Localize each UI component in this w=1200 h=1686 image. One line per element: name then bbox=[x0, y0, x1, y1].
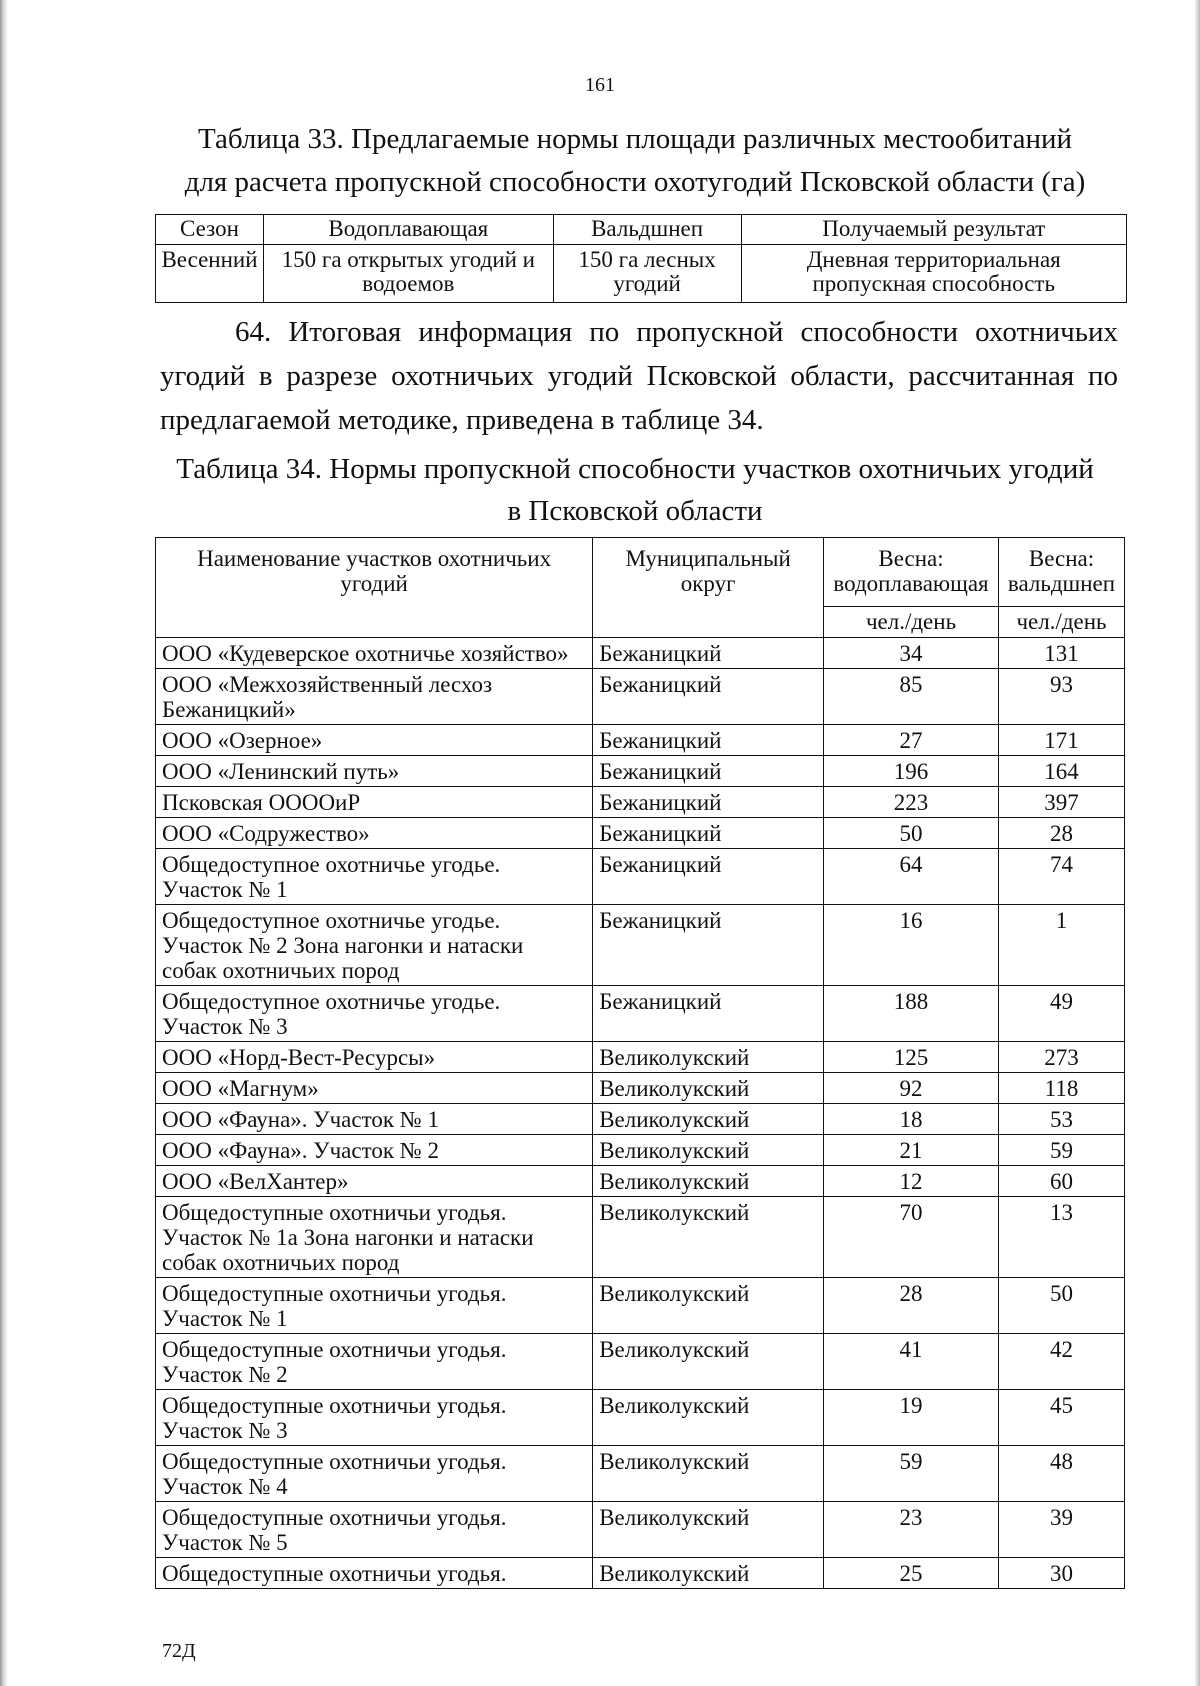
table33-header-season: Сезон bbox=[156, 215, 264, 245]
waterfowl-capacity: 25 bbox=[824, 1558, 999, 1589]
table33-caption bbox=[140, 118, 1130, 204]
waterfowl-capacity: 18 bbox=[824, 1104, 999, 1135]
hunting-area-name bbox=[156, 1166, 593, 1197]
municipal-district: Великолукский bbox=[593, 1073, 824, 1104]
waterfowl-capacity: 16 bbox=[824, 905, 999, 986]
municipal-district: Бежаницкий bbox=[593, 787, 824, 818]
table-row bbox=[156, 1104, 1125, 1135]
hunting-area-name-line: ООО «Фауна». Участок № 2 bbox=[162, 1138, 439, 1163]
table34-caption-line2: в Псковской области bbox=[507, 495, 763, 527]
hunting-area-name-line: Бежаницкий» bbox=[162, 697, 296, 722]
woodcock-capacity: 164 bbox=[999, 756, 1125, 787]
waterfowl-capacity: 50 bbox=[824, 818, 999, 849]
hunting-area-name-line: собак охотничьих пород bbox=[162, 958, 400, 983]
municipal-district: Великолукский bbox=[593, 1166, 824, 1197]
woodcock-capacity: 53 bbox=[999, 1104, 1125, 1135]
table33-caption-line2: для расчета пропускной способности охотугодий Псковской области (га) bbox=[184, 166, 1086, 198]
woodcock-capacity: 39 bbox=[999, 1502, 1125, 1558]
municipal-district: Бежаницкий bbox=[593, 849, 824, 905]
woodcock-capacity: 273 bbox=[999, 1042, 1125, 1073]
table34-header-district-line2: округ bbox=[680, 571, 736, 596]
waterfowl-capacity: 28 bbox=[824, 1278, 999, 1334]
hunting-area-name-line: Псковская ООООиР bbox=[162, 790, 361, 815]
table33-result bbox=[741, 245, 1127, 303]
table-row bbox=[156, 1197, 1125, 1278]
hunting-area-name-line: Участок № 4 bbox=[162, 1474, 288, 1499]
table-row bbox=[156, 1334, 1125, 1390]
hunting-area-name bbox=[156, 1197, 593, 1278]
hunting-area-name bbox=[156, 905, 593, 986]
table34-header-name bbox=[156, 538, 593, 638]
hunting-area-name-line: Общедоступные охотничьи угодья. bbox=[162, 1449, 507, 1474]
table34 bbox=[155, 537, 1125, 1589]
woodcock-capacity: 48 bbox=[999, 1446, 1125, 1502]
hunting-area-name-line: ООО «Магнум» bbox=[162, 1076, 319, 1101]
table34-header-waterfowl-line2: водоплавающая bbox=[833, 571, 989, 596]
table33-row bbox=[156, 245, 1127, 303]
scan-edge-right bbox=[1194, 0, 1200, 1686]
table33-header-result: Получаемый результат bbox=[741, 215, 1127, 245]
waterfowl-capacity: 85 bbox=[824, 669, 999, 725]
table33-woodcock bbox=[553, 245, 741, 303]
waterfowl-capacity: 70 bbox=[824, 1197, 999, 1278]
hunting-area-name-line: Общедоступные охотничьи угодья. bbox=[162, 1281, 507, 1306]
waterfowl-capacity: 125 bbox=[824, 1042, 999, 1073]
hunting-area-name bbox=[156, 1073, 593, 1104]
table-row bbox=[156, 1278, 1125, 1334]
woodcock-capacity: 45 bbox=[999, 1390, 1125, 1446]
municipal-district: Великолукский bbox=[593, 1502, 824, 1558]
table34-header-district bbox=[593, 538, 824, 638]
woodcock-capacity: 50 bbox=[999, 1278, 1125, 1334]
hunting-area-name bbox=[156, 1104, 593, 1135]
woodcock-capacity: 131 bbox=[999, 638, 1125, 669]
hunting-area-name bbox=[156, 669, 593, 725]
waterfowl-capacity: 188 bbox=[824, 986, 999, 1042]
woodcock-capacity: 42 bbox=[999, 1334, 1125, 1390]
waterfowl-capacity: 223 bbox=[824, 787, 999, 818]
scan-edge-left bbox=[0, 0, 8, 1686]
table-row bbox=[156, 669, 1125, 725]
hunting-area-name bbox=[156, 787, 593, 818]
hunting-area-name-line: ООО «ВелХантер» bbox=[162, 1169, 349, 1194]
waterfowl-capacity: 59 bbox=[824, 1446, 999, 1502]
table-row bbox=[156, 787, 1125, 818]
table33-woodcock-line2: угодий bbox=[613, 271, 681, 296]
table-row bbox=[156, 818, 1125, 849]
table34-caption-line1: Таблица 34. Нормы пропускной способности участков охотничьих угодий bbox=[176, 453, 1094, 485]
table33-waterfowl bbox=[263, 245, 553, 303]
woodcock-capacity: 60 bbox=[999, 1166, 1125, 1197]
hunting-area-name bbox=[156, 986, 593, 1042]
hunting-area-name-line: Общедоступное охотничье угодье. bbox=[162, 852, 501, 877]
table33-header-row bbox=[156, 215, 1127, 245]
waterfowl-capacity: 23 bbox=[824, 1502, 999, 1558]
table33-woodcock-line1: 150 га лесных bbox=[578, 247, 716, 272]
hunting-area-name-line: ООО «Фауна». Участок № 1 bbox=[162, 1107, 439, 1132]
hunting-area-name bbox=[156, 849, 593, 905]
table34-header-waterfowl-line1: Весна: bbox=[878, 546, 944, 571]
table33-waterfowl-line1: 150 га открытых угодий и bbox=[281, 247, 535, 272]
hunting-area-name-line: ООО «Содружество» bbox=[162, 821, 370, 846]
woodcock-capacity: 28 bbox=[999, 818, 1125, 849]
footer-code: 72Д bbox=[162, 1640, 196, 1662]
woodcock-capacity: 118 bbox=[999, 1073, 1125, 1104]
table33-waterfowl-line2: водоемов bbox=[362, 271, 455, 296]
municipal-district: Великолукский bbox=[593, 1042, 824, 1073]
woodcock-capacity: 13 bbox=[999, 1197, 1125, 1278]
table33-result-line1: Дневная территориальная bbox=[806, 247, 1061, 272]
table-row bbox=[156, 1446, 1125, 1502]
municipal-district: Великолукский bbox=[593, 1334, 824, 1390]
table33-season: Весенний bbox=[156, 245, 264, 303]
hunting-area-name bbox=[156, 1558, 593, 1589]
hunting-area-name bbox=[156, 1135, 593, 1166]
municipal-district: Великолукский bbox=[593, 1446, 824, 1502]
woodcock-capacity: 1 bbox=[999, 905, 1125, 986]
hunting-area-name-line: Общедоступные охотничьи угодья. bbox=[162, 1200, 507, 1225]
woodcock-capacity: 59 bbox=[999, 1135, 1125, 1166]
table33-result-line2: пропускная способность bbox=[812, 271, 1055, 296]
hunting-area-name-line: Участок № 3 bbox=[162, 1014, 288, 1039]
hunting-area-name-line: собак охотничьих пород bbox=[162, 1250, 400, 1275]
table-row bbox=[156, 1390, 1125, 1446]
table34-header-woodcock-line2: вальдшнеп bbox=[1007, 571, 1116, 596]
table33-caption-line1: Таблица 33. Предлагаемые нормы площади различных местообитаний bbox=[197, 123, 1073, 155]
table34-header-woodcock-line1: Весна: bbox=[1028, 546, 1095, 571]
table-row bbox=[156, 725, 1125, 756]
table34-unit-waterfowl: чел./день bbox=[824, 607, 999, 638]
woodcock-capacity: 171 bbox=[999, 725, 1125, 756]
table34-header-name-line1: Наименование участков охотничьих bbox=[197, 546, 552, 571]
table-row bbox=[156, 1502, 1125, 1558]
table-row bbox=[156, 1042, 1125, 1073]
municipal-district: Великолукский bbox=[593, 1278, 824, 1334]
woodcock-capacity: 93 bbox=[999, 669, 1125, 725]
municipal-district: Бежаницкий bbox=[593, 756, 824, 787]
hunting-area-name-line: Участок № 1а Зона нагонки и натаски bbox=[162, 1225, 534, 1250]
waterfowl-capacity: 27 bbox=[824, 725, 999, 756]
table-row bbox=[156, 905, 1125, 986]
hunting-area-name bbox=[156, 756, 593, 787]
waterfowl-capacity: 34 bbox=[824, 638, 999, 669]
hunting-area-name-line: Участок № 3 bbox=[162, 1418, 288, 1443]
table34-caption bbox=[140, 448, 1130, 532]
municipal-district: Бежаницкий bbox=[593, 638, 824, 669]
waterfowl-capacity: 196 bbox=[824, 756, 999, 787]
hunting-area-name-line: Общедоступные охотничьи угодья. bbox=[162, 1393, 507, 1418]
table33 bbox=[155, 214, 1127, 303]
table33-header-waterfowl: Водоплавающая bbox=[263, 215, 553, 245]
table34-header-district-line1: Муниципальный bbox=[625, 546, 791, 571]
table34-header-woodcock bbox=[999, 538, 1125, 607]
table-row bbox=[156, 1166, 1125, 1197]
hunting-area-name-line: Участок № 1 bbox=[162, 1306, 288, 1331]
waterfowl-capacity: 64 bbox=[824, 849, 999, 905]
municipal-district: Великолукский bbox=[593, 1390, 824, 1446]
table33-header-woodcock: Вальдшнеп bbox=[553, 215, 741, 245]
paragraph-64: 64. Итоговая информация по пропускной способности охотничьих угодий в разрезе охотничьих угодий Псковской области, рассчитанная по предлагаемой методике, приведена в таблице 34. bbox=[160, 316, 1118, 436]
waterfowl-capacity: 41 bbox=[824, 1334, 999, 1390]
municipal-district: Бежаницкий bbox=[593, 725, 824, 756]
hunting-area-name bbox=[156, 1502, 593, 1558]
municipal-district: Великолукский bbox=[593, 1197, 824, 1278]
hunting-area-name-line: Общедоступные охотничьи угодья. bbox=[162, 1505, 507, 1530]
table34-body bbox=[156, 638, 1125, 1589]
hunting-area-name bbox=[156, 1042, 593, 1073]
page-number: 161 bbox=[585, 74, 615, 96]
hunting-area-name-line: ООО «Озерное» bbox=[162, 728, 323, 753]
municipal-district: Великолукский bbox=[593, 1104, 824, 1135]
municipal-district: Великолукский bbox=[593, 1558, 824, 1589]
waterfowl-capacity: 92 bbox=[824, 1073, 999, 1104]
municipal-district: Великолукский bbox=[593, 1135, 824, 1166]
table-row bbox=[156, 986, 1125, 1042]
table-row bbox=[156, 849, 1125, 905]
hunting-area-name-line: Участок № 2 bbox=[162, 1362, 288, 1387]
hunting-area-name-line: Общедоступные охотничьи угодья. bbox=[162, 1561, 507, 1586]
hunting-area-name-line: Общедоступное охотничье угодье. bbox=[162, 908, 501, 933]
hunting-area-name-line: Участок № 5 bbox=[162, 1530, 288, 1555]
municipal-district: Бежаницкий bbox=[593, 669, 824, 725]
table34-header-name-line2: угодий bbox=[340, 571, 408, 596]
hunting-area-name bbox=[156, 638, 593, 669]
hunting-area-name-line: Общедоступные охотничьи угодья. bbox=[162, 1337, 507, 1362]
table34-header-row bbox=[156, 538, 1125, 607]
hunting-area-name-line: Общедоступное охотничье угодье. bbox=[162, 989, 501, 1014]
hunting-area-name bbox=[156, 725, 593, 756]
table-row bbox=[156, 756, 1125, 787]
hunting-area-name bbox=[156, 1334, 593, 1390]
hunting-area-name bbox=[156, 1390, 593, 1446]
hunting-area-name-line: ООО «Межхозяйственный лесхоз bbox=[162, 672, 493, 697]
hunting-area-name-line: Участок № 2 Зона нагонки и натаски bbox=[162, 933, 524, 958]
hunting-area-name-line: ООО «Кудеверское охотничье хозяйство» bbox=[162, 641, 569, 666]
table-row bbox=[156, 638, 1125, 669]
waterfowl-capacity: 21 bbox=[824, 1135, 999, 1166]
woodcock-capacity: 30 bbox=[999, 1558, 1125, 1589]
table34-unit-woodcock: чел./день bbox=[999, 607, 1125, 638]
municipal-district: Бежаницкий bbox=[593, 905, 824, 986]
woodcock-capacity: 49 bbox=[999, 986, 1125, 1042]
table-row bbox=[156, 1135, 1125, 1166]
table-row bbox=[156, 1073, 1125, 1104]
hunting-area-name-line: ООО «Норд-Вест-Ресурсы» bbox=[162, 1045, 436, 1070]
municipal-district: Бежаницкий bbox=[593, 818, 824, 849]
waterfowl-capacity: 19 bbox=[824, 1390, 999, 1446]
hunting-area-name bbox=[156, 818, 593, 849]
hunting-area-name bbox=[156, 1446, 593, 1502]
woodcock-capacity: 397 bbox=[999, 787, 1125, 818]
hunting-area-name-line: ООО «Ленинский путь» bbox=[162, 759, 400, 784]
table-row bbox=[156, 1558, 1125, 1589]
waterfowl-capacity: 12 bbox=[824, 1166, 999, 1197]
woodcock-capacity: 74 bbox=[999, 849, 1125, 905]
hunting-area-name bbox=[156, 1278, 593, 1334]
table34-header-waterfowl bbox=[824, 538, 999, 607]
municipal-district: Бежаницкий bbox=[593, 986, 824, 1042]
hunting-area-name-line: Участок № 1 bbox=[162, 877, 288, 902]
